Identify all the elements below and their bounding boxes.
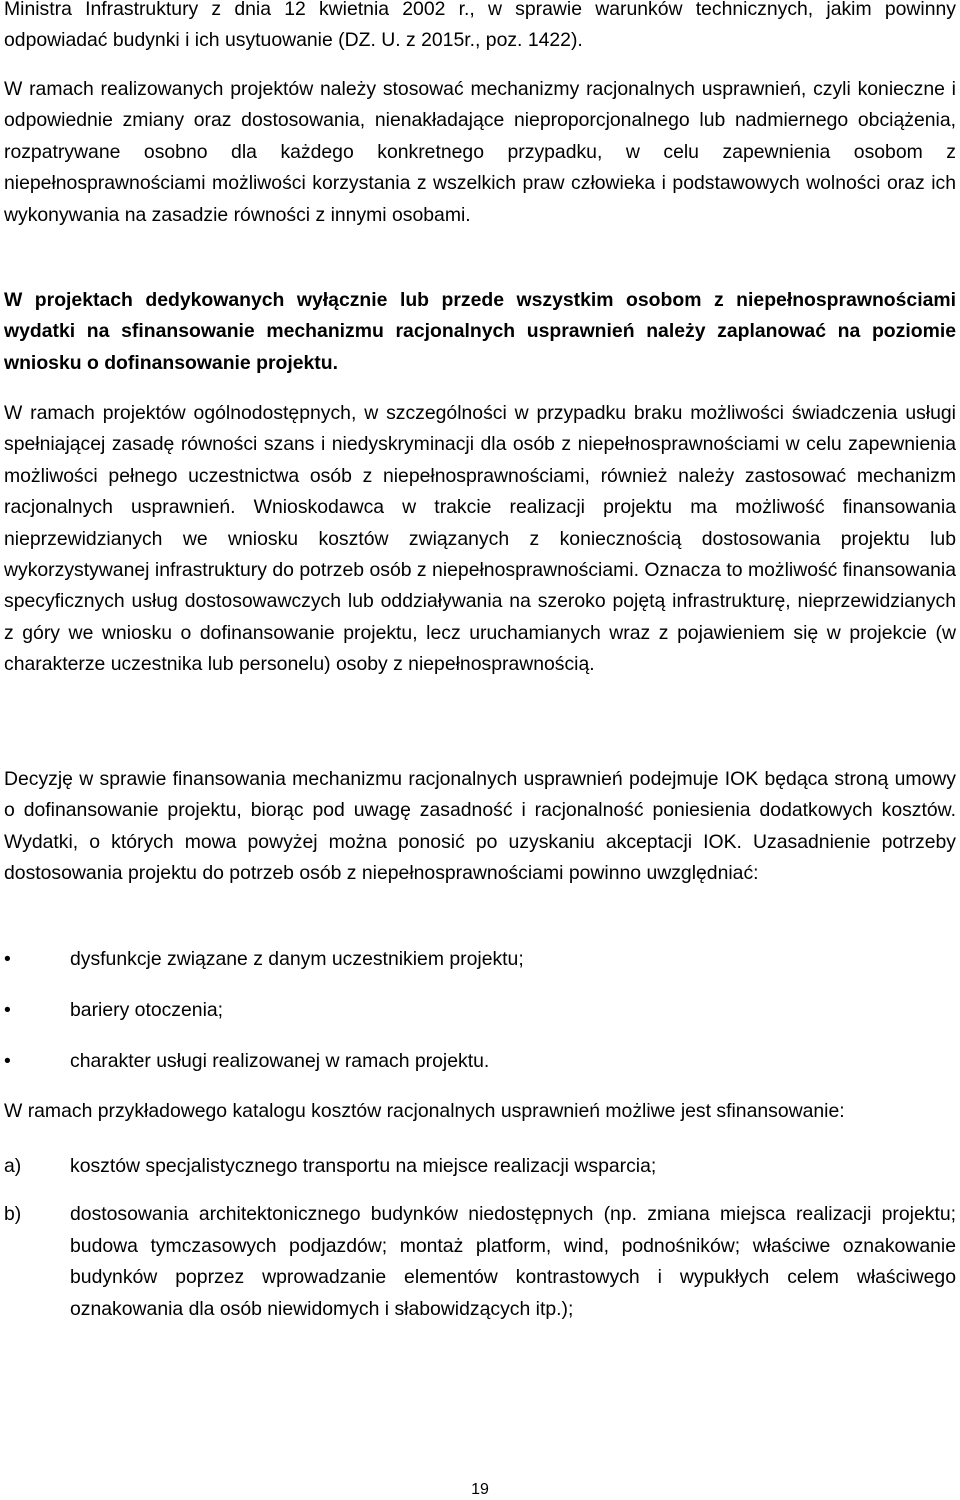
justification-bullet-list: [4, 944, 956, 1097]
paragraph-reasonable-accommodation: W ramach realizowanych projektów należy stosować mechanizmy racjonalnych usprawnień, czyli konieczne i odpowiednie zmiany oraz dostosowania, nienakładające nieproporcjonalnego lub nadmiernego obciążenia, rozpatrywane osobno dla każdego konkretnego przypadku, w celu zapewnienia osobom z niepełnosprawnościami możliwości korzystania z wszelkich praw człowieka i podstawowych wolności oraz ich wykonywania na zasadzie równości z innymi osobami.: [4, 78, 956, 226]
paragraph-general-projects: W ramach projektów ogólnodostępnych, w szczególności w przypadku braku możliwości świadczenia usługi spełniającej zasadę równości szans i niedyskryminacji dla osób z niepełnosprawnościami w celu zapewnienia możliwości pełnego uczestnictwa osób z niepełnosprawnościami, również należy zastosować mechanizm racjonalnych usprawnień. Wnioskodawca w trakcie realizacji projektu ma możliwość finansowania nieprzewidzianych we wniosku kosztów związanych z koniecznością dostosowania projektu lub wykorzystywanej infrastruktury do potrzeb osób z niepełnosprawnościami. Oznacza to możliwość finansowania specyficznych usług dostosowawczych lub oddziaływania na szeroko pojętą infrastrukturę, nieprzewidzianych z góry we wniosku o dofinansowanie projektu, lecz uruchamianych wraz z pojawieniem się w projekcie (w charakterze uczestnika lub personelu) osoby z niepełnosprawnością.: [4, 402, 956, 676]
list-item-text: bariery otoczenia;: [70, 999, 224, 1021]
list-item-text: dostosowania architektonicznego budynków niedostępnych (np. zmiana miejsca realizacji projektu; budowa tymczasowych podjazdów; montaż platform, wind, podnośników; właściwe oznakowanie budynków poprzez wprowadzanie elementów kontrastowych i wypukłych celem właściwego oznakowania dla osób niewidomych i słabowidzących itp.);: [70, 1203, 956, 1320]
page-number: 19: [471, 1481, 489, 1498]
list-item: [4, 1046, 956, 1077]
list-item: [4, 995, 956, 1026]
list-item-text: kosztów specjalistycznego transportu na miejsce realizacji wsparcia;: [70, 1155, 657, 1177]
paragraph-regulation-reference: Ministra Infrastruktury z dnia 12 kwietnia 2002 r., w sprawie warunków technicznych, jakim powinny odpowiadać budynki i ich usytuowanie (DZ. U. z 2015r., poz. 1422).: [4, 0, 956, 52]
paragraph-cost-catalog: W ramach przykładowego katalogu kosztów racjonalnych usprawnień możliwe jest sfinansowanie:: [4, 1100, 845, 1122]
list-item-marker: b): [4, 1203, 22, 1226]
list-item: [4, 944, 956, 975]
list-item-text: dysfunkcje związane z danym uczestnikiem projektu;: [70, 948, 524, 970]
bullet-icon: •: [4, 999, 11, 1021]
list-item: [4, 1199, 956, 1325]
bullet-icon: •: [4, 1050, 11, 1072]
bullet-icon: •: [4, 948, 11, 970]
paragraph-funding-decision: Decyzję w sprawie finansowania mechanizmu racjonalnych usprawnień podejmuje IOK będąca stroną umowy o dofinansowanie projektu, biorąc pod uwagę zasadność i racjonalność poniesienia dodatkowych kosztów. Wydatki, o których mowa powyżej można ponosić po uzyskaniu akceptacji IOK. Uzasadnienie potrzeby dostosowania projektu do potrzeb osób z niepełnosprawnościami powinno uwzględniać:: [4, 768, 956, 885]
paragraph-dedicated-projects-bold: W projektach dedykowanych wyłącznie lub przede wszystkim osobom z niepełnosprawnościami wydatki na sfinansowanie mechanizmu racjonalnych usprawnień należy zaplanować na poziomie wniosku o dofinansowanie projektu.: [4, 289, 956, 374]
list-item-marker: a): [4, 1155, 22, 1177]
list-item-text: charakter usługi realizowanej w ramach projektu.: [70, 1050, 490, 1072]
cost-catalog-list: [4, 1151, 956, 1342]
list-item: [4, 1151, 956, 1182]
